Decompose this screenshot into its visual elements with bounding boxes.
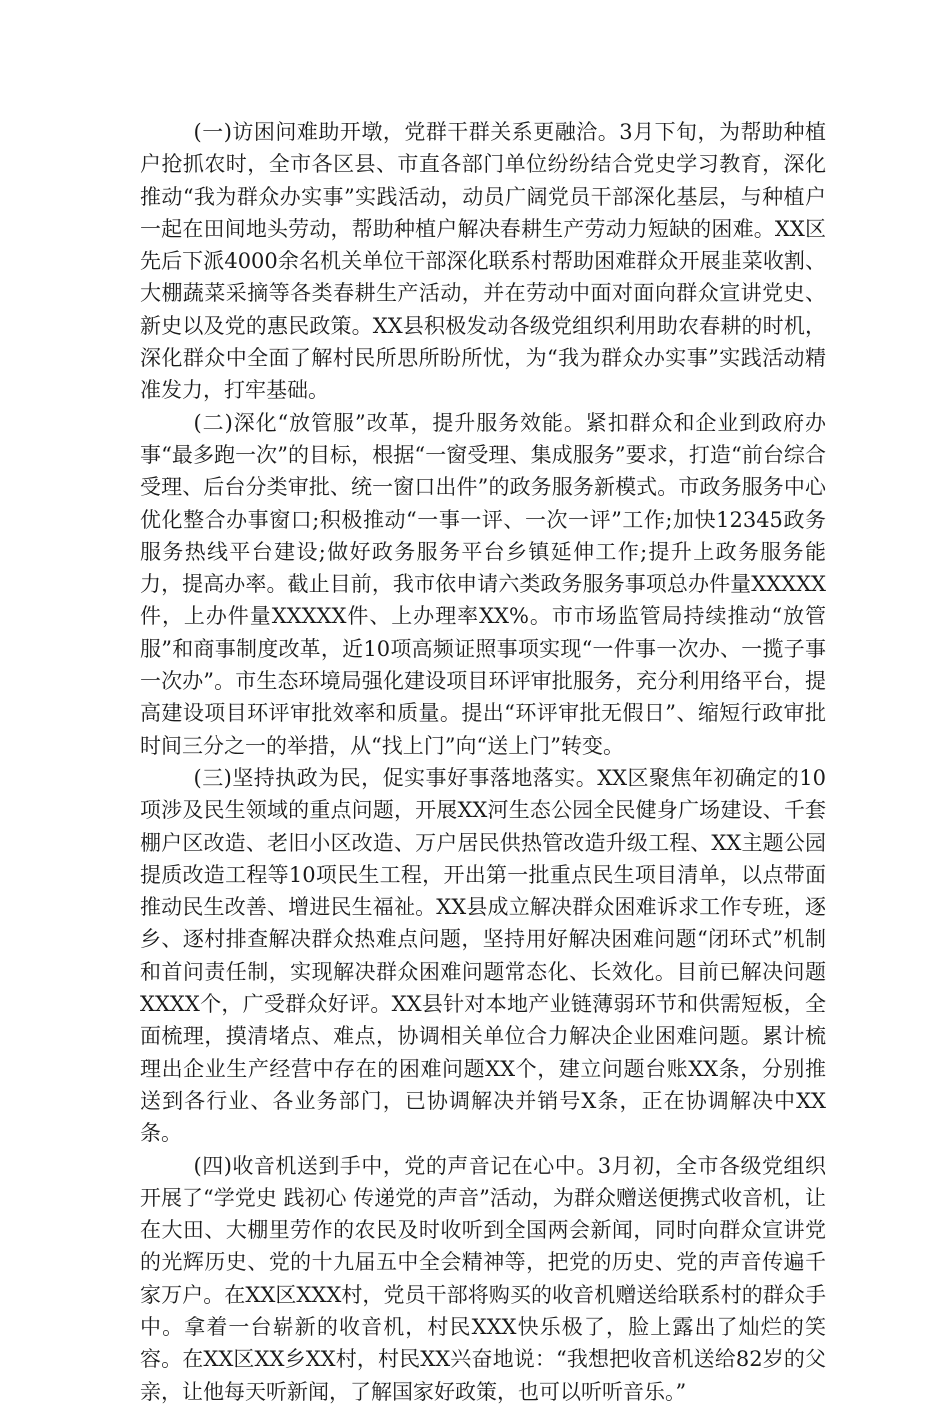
paragraph-1: (一)访困问难助开墩，党群干群关系更融洽。3月下旬，为帮助种植户抢抓农时，全市各区县、市直各部门单位纷纷结合党史学习教育，深化推动“我为群众办实事”实践活动，动员广阔党员干部深化基层，与种植户一起在田间地头劳动，帮助种植户解决春耕生产劳动力短缺的困难。XX区先后下派4000余名机关单位干部深化联系村帮助困难群众开展韭菜收割、大棚蔬菜采摘等各类春耕生产活动，并在劳动中面对面向群众宣讲党史、新史以及党的惠民政策。XX县积极发动各级党组织利用助农春耕的时机，深化群众中全面了解村民所思所盼所忧，为“我为群众办实事”实践活动精准发力，打牢基础。	[140, 120, 826, 403]
document-body	[140, 116, 826, 1408]
paragraph-2: (二)深化“放管服”改革，提升服务效能。紧扣群众和企业到政府办事“最多跑一次”的目标，根据“一窗受理、集成服务”要求，打造“前台综合受理、后台分类审批、统一窗口出件”的政务服务新模式。市政务服务中心优化整合办事窗口;积极推动“一事一评、一次一评”工作;加快12345政务服务热线平台建设;做好政务服务平台乡镇延伸工作;提升上政务服务能力，提高办率。截止目前，我市依申请六类政务服务事项总办件量XXXXX件，上办件量XXXXX件、上办理率XX%。市市场监管局持续推动“放管服”和商事制度改革，近10项高频证照事项实现“一件事一次办、一揽子事一次办”。市生态环境局强化建设项目环评审批服务，充分利用络平台，提高建设项目环评审批效率和质量。提出“环评审批无假日”、缩短行政审批时间三分之一的举措，从“找上门”向“送上门”转变。	[140, 410, 826, 758]
paragraph-4: (四)收音机送到手中，党的声音记在心中。3月初，全市各级党组织开展了“学党史 践初心 传递党的声音”活动，为群众赠送便携式收音机，让在大田、大棚里劳作的农民及时收听到全国两会新闻，同时向群众宣讲党的光辉历史、党的十九届五中全会精神等，把党的历史、党的声音传遍千家万户。在XX区XXX村，党员干部将购买的收音机赠送给联系村的群众手中。拿着一台崭新的收音机，村民XXX快乐极了，脸上露出了灿烂的笑容。在XX区XX乡XX村，村民XX兴奋地说：“我想把收音机送给82岁的父亲，让他每天听新闻，了解国家好政策，也可以听听音乐。”	[140, 1153, 826, 1404]
paragraph-3: (三)坚持执政为民，促实事好事落地落实。XX区聚焦年初确定的10项涉及民生领域的重点问题，开展XX河生态公园全民健身广场建设、千套棚户区改造、老旧小区改造、万户居民供热管改造升级工程、XX主题公园提质改造工程等10项民生工程，开出第一批重点民生项目清单，以点带面推动民生改善、增进民生福祉。XX县成立解决群众困难诉求工作专班，逐乡、逐村排查解决群众热难点问题，坚持用好解决困难问题“闭环式”机制和首问责任制，实现解决群众困难问题常态化、长效化。目前已解决问题XXXX个，广受群众好评。XX县针对本地产业链薄弱环节和供需短板，全面梳理，摸清堵点、难点，协调相关单位合力解决企业困难问题。累计梳理出企业生产经营中存在的困难问题XX个，建立问题台账XX条，分别推送到各行业、各业务部门，已协调解决并销号X条，正在协调解决中XX条。	[140, 765, 826, 1146]
